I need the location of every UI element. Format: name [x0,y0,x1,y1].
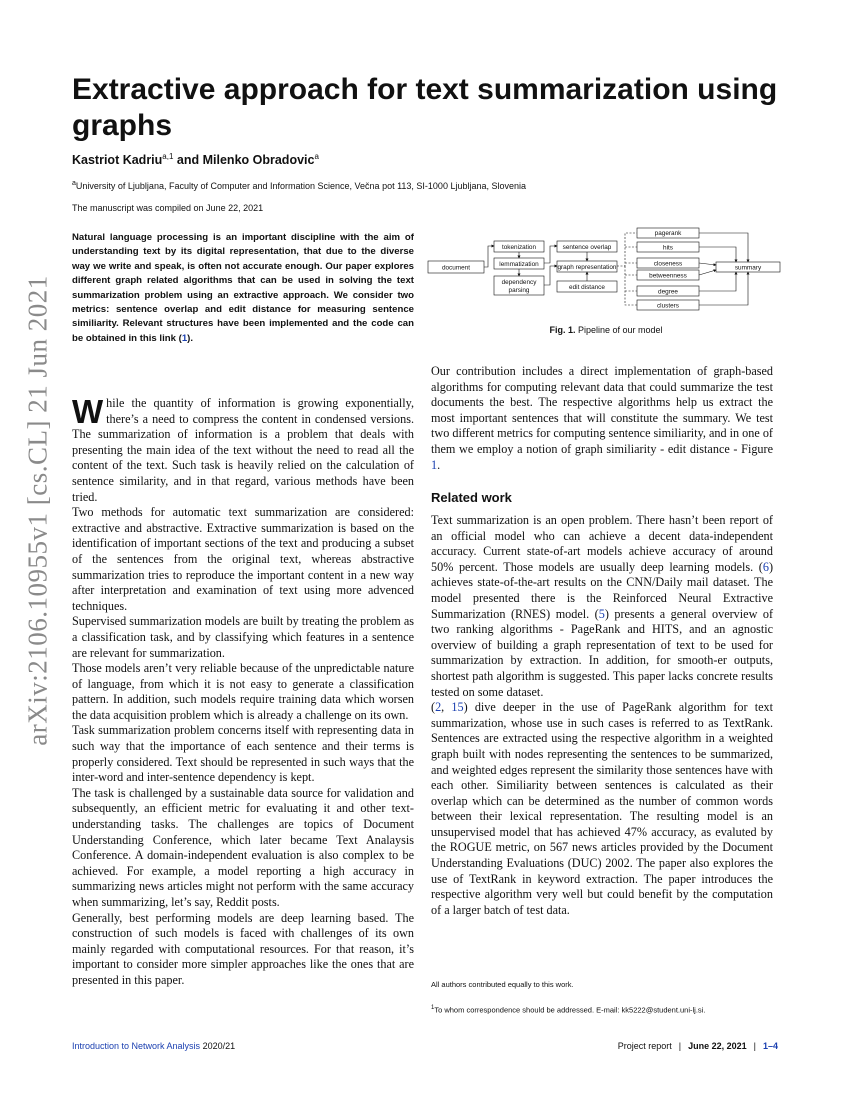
rw-p1-c: ) presents a general overview of two ranking algorithms - PageRank and HITS, and an agnostic overview of building a graph representation of text to be used for summarization by extraction. In addition, for smooth-er outputs, shortest path algorithm is suggested. This paper lacks concrete results tested on some dataset. [431,606,773,699]
citation-6-link[interactable]: 6 [762,559,769,574]
intro-p1-text: hile the quantity of information is growing exponentially, there’s a need to compress the content in condensed versions. The summarization of information is a problem that deals with presenting the main idea of the text without the need to read all the content of the text. Such task is heavily relied on the calculation of sentence similarity, and in that regard, various methods have been tried. [72,396,414,504]
footnote-correspondence [431,1005,705,1015]
label-clusters: clusters [656,302,680,310]
paper-title: Extractive approach for text summarization using graphs [72,73,778,142]
label-closeness: closeness [653,260,683,268]
label-document: document [441,264,471,272]
intro-paragraph-4: Those models aren’t very reliable because of the unpredictable nature of language, from which it is not easy to generate a classification pattern. In addition, such models require training data which worsen the data acquisition problem which is already a challenge on its own. [72,661,414,722]
label-parsing: parsing [508,287,530,294]
figure-1-link[interactable]: 1 [431,457,438,472]
label-betweenness: betweenness [649,272,687,280]
label-dependency: dependency [501,279,537,286]
related-work-paragraph-2 [431,700,773,918]
arxiv-id[interactable]: arXiv:2106.10955v1 [cs.CL] 21 Jun 2021 [22,274,53,746]
figure-caption [426,325,786,335]
footer-date: June 22, 2021 [688,1041,747,1051]
intro-paragraph-2: Two methods for automatic text summarization are considered: extractive and abstractive. Extractive summarization is based on the identification of important sections of the text and producing a subset of the sentences from the original text, whereas abstractive summarization tries to reproduce the important content in a new way after interpretation and examination of text using more advenced techniques. [72,505,414,613]
rw-p1-a: Text summarization is an open problem. There hasn’t been report of an official model who can achieve a decent data-independent accuracy. Current state-of-art models achieve accuracy of around 50% percent. Those models are usually deep learning models. ( [431,513,773,574]
related-work-heading: Related work [431,490,512,505]
figure-caption-text: Pipeline of our model [577,325,663,335]
course-link[interactable]: Introduction to Network Analysis [72,1041,201,1051]
intro-paragraph-5: Task summarization problem concerns itself with representing data in such way that the importance of each sentence and their terms is properly considered. Text should be represented in such ways that the inter-word and inter-sentence dependency is kept. [72,723,414,785]
contribution-text: Our contribution includes a direct implementation of graph-based algorithms for computing relevant data that could summarize the test documents the best. The respective algorithms help us extract the most important sentences that will constitute the summary. We test two different metrics for computing sentence similiarity, and in one of them we employ a notion of graph similiarity - edit distance - Figure [431,364,773,456]
author-2-affil: a [314,152,319,161]
abstract [72,231,414,346]
citation-15-link[interactable]: 15 [451,700,464,715]
label-lemmatization: lemmatization [499,261,539,268]
footer-course [72,1041,235,1051]
label-summary: summary [734,264,762,272]
citation-2-link[interactable]: 2 [435,700,442,715]
compiled-date: The manuscript was compiled on June 22, 2021 [72,203,264,213]
contribution-end: . [437,457,441,472]
author-list [72,152,319,167]
affiliation-mark: a [72,180,76,187]
affiliation [72,180,526,191]
footnote-mark: 1 [431,1005,435,1011]
rw-p1-b: ) achieves state-of-the-art results on the CNN/Daily mail dataset. The model presented there is the Reinforced Neural Extractive Summarization (RNES) model. ( [431,559,773,621]
footnote-correspondence-text: To whom correspondence should be addressed. E-mail: kk5222@student.uni-lj.si. [434,1005,706,1015]
figure-caption-label: Fig. 1. [549,325,576,335]
report-type: Project report [617,1041,672,1051]
label-pagerank: pagerank [654,230,682,237]
intro-paragraph-3: Supervised summarization models are built by treating the problem as a classification task, and by classifying which features in a sentence are relevant for summarization. [72,614,414,660]
author-2: Milenko Obradovic [202,153,315,168]
abstract-ref-link[interactable]: 1 [181,332,188,344]
course-year: 2020/21 [202,1041,236,1051]
contribution-text-block [431,364,773,473]
footer-separator-1: | [678,1041,682,1051]
introduction-column [72,393,414,989]
related-work-column [431,513,773,918]
citation-5-link[interactable]: 5 [598,606,605,621]
intro-paragraph-1 [72,393,414,505]
label-graph-representation: graph representation [557,264,617,271]
intro-paragraph-6: The task is challenged by a sustainable data source for validation and subsequently, an efficient metric for evaluating it and other text-understanding tasks. The challenges are topics of Document Understanding Conference, which later became Text Analaysis Conference. A domain-independent evaluation is also complex to be achieved. For example, a model reporting a high accuracy in summarizing news articles might not perform with the same accuracy when summarizing, let’s say, Reddit posts. [72,785,414,909]
footer-pages: 1–4 [762,1041,778,1051]
related-work-paragraph-1 [431,513,773,700]
author-conjunction: and [176,153,200,168]
rw-p2-open: ( [431,700,436,715]
label-sentence-overlap: sentence overlap [562,244,612,251]
abstract-text: Natural language processing is an important discipline with the aim of understanding text by its digital representation, that due to the diverse way we write and speak, is often not accurate enough. Our paper explores different graph related algorithms that can be used in solving the text summarization problem using an extractive approach. We consider two metrics: sentence overlap and edit distance for measuring sentence similiarity. Relevant structures have been implemented and the code can be obtained in this link ( [72,232,414,344]
label-hits: hits [663,244,673,252]
label-degree: degree [658,288,678,296]
footer-separator-2: | [753,1041,756,1051]
contribution-paragraph [431,364,773,473]
label-tokenization: tokenization [501,244,537,251]
dropcap: W [72,393,104,430]
label-edit-distance: edit distance [569,284,605,291]
footnote-equal-contribution: All authors contributed equally to this work. [431,980,574,989]
rw-p2-comma: , [441,700,452,715]
arxiv-watermark [10,274,66,746]
author-1: Kastriot Kadriu [72,153,163,168]
abstract-end: ). [187,332,194,344]
footer-meta [618,1041,778,1051]
intro-paragraph-7: Generally, best performing models are deep learning based. The construction of such models is faced with challenges of its own mainly regarded with computational resources. For that reason, it’s important to consider more simpler approaches like the ones that are presented in this paper. [72,910,414,987]
author-1-affil: a,1 [162,152,174,161]
affiliation-text: University of Ljubljana, Faculty of Computer and Information Science, Večna pot 113, SI-1000 Ljubljana, Slovenia [75,181,527,191]
rw-p2-b: ) dive deeper in the use of PageRank algorithm for text summarization, whose use in such cases is referred to as TextRank. Sentences are extracted using the respective algorithm in a weighted graph built with nodes representing the sentences to be summarized, and weighted edges represent the similarity those sentences have with each other. Similiarity between sentences is calculated as their overlap which can be determined as the number of common words between their lexical representation. The resulting model is an unsupervised model that has achieved 47% accuracy, as evaluted by the ROGUE metric, on 567 news articles provided by the Document Understanding Evaluations (DUC) 2002. The paper also explores the use of TextRank in keyword extraction. The paper introduces the respective algorithm very well but could benefit by the computation of a larger batch of test data. [431,700,773,917]
